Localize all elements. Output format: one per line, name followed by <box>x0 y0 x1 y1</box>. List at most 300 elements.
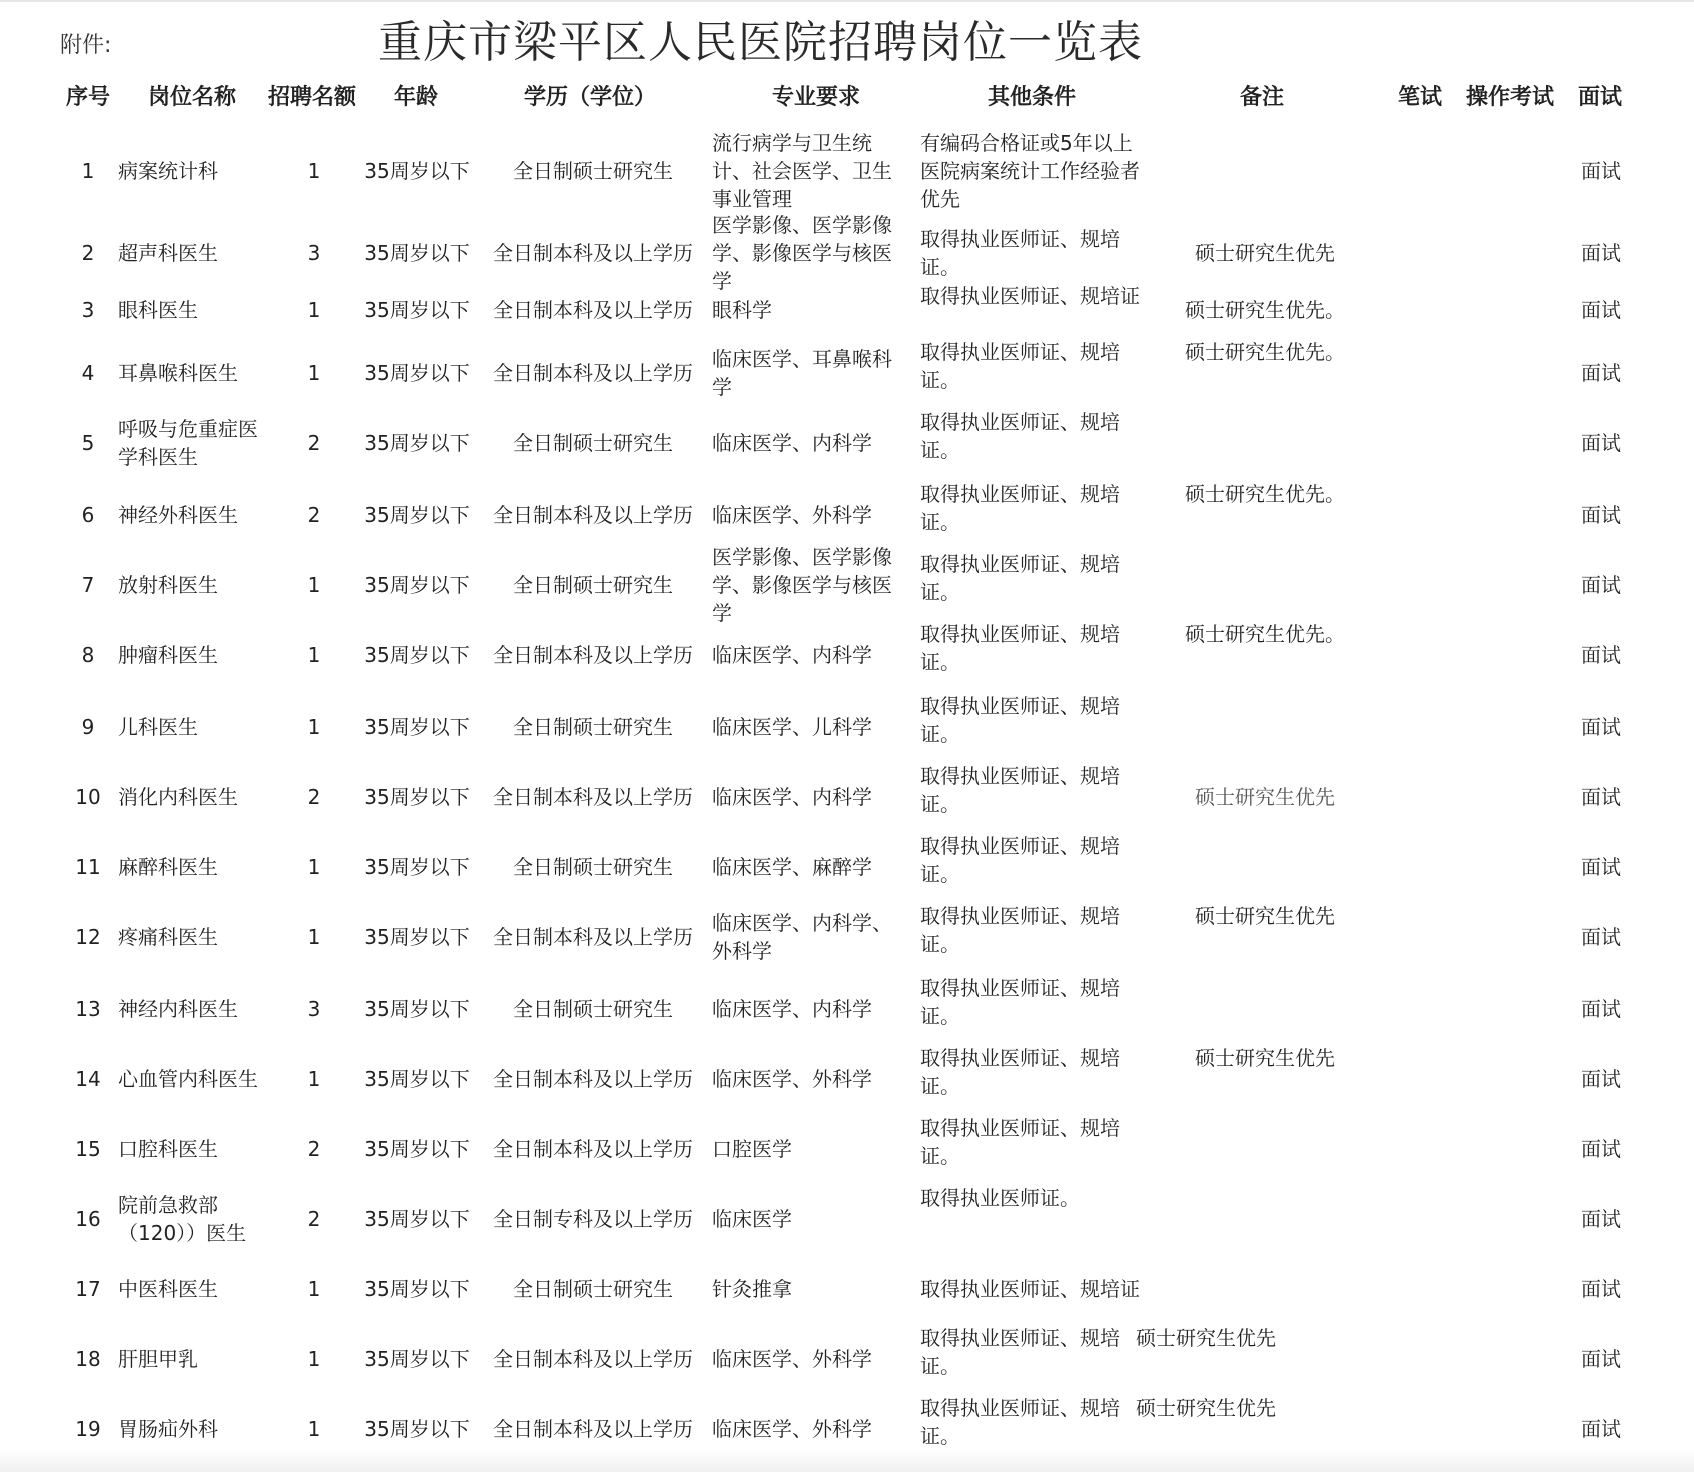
note-text: 硕士研究生优先。 <box>1185 622 1345 646</box>
edu-text: 全日制本科及以上学历 <box>493 241 693 265</box>
cell-interview <box>1572 1254 1630 1324</box>
edu-text: 全日制本科及以上学历 <box>493 1347 693 1371</box>
cell-note <box>1140 1184 1390 1254</box>
edu-text: 全日制本科及以上学历 <box>493 925 693 949</box>
post-text: 中医科医生 <box>118 1277 218 1301</box>
cell-age <box>358 126 476 216</box>
cell-other <box>920 338 1146 408</box>
post-text: 胃肠疝外科 <box>118 1417 218 1441</box>
cell-post <box>118 620 268 690</box>
table-row <box>0 762 1694 832</box>
cell-age <box>358 620 476 690</box>
cell-other <box>920 902 1146 972</box>
post-text: 口腔科医生 <box>118 1137 218 1161</box>
seq-text: 1 <box>81 159 95 183</box>
cell-seq <box>66 1324 110 1394</box>
cell-post <box>118 1114 268 1184</box>
table-row <box>0 692 1694 762</box>
cell-interview <box>1572 1184 1630 1254</box>
cell-major <box>712 126 908 216</box>
cell-note <box>1140 620 1390 690</box>
age-text: 35周岁以下 <box>364 925 470 949</box>
age-text: 35周岁以下 <box>364 361 470 385</box>
other-text: 取得执业医师证、规培证。 <box>920 482 1120 534</box>
cell-age <box>358 1114 476 1184</box>
cell-note <box>1140 762 1390 832</box>
cell-age <box>358 832 476 902</box>
quota-text: 1 <box>307 1347 321 1371</box>
quota-text: 1 <box>307 159 321 183</box>
cell-seq <box>66 974 110 1044</box>
table-row <box>0 1254 1694 1324</box>
edu-text: 全日制硕士研究生 <box>513 573 673 597</box>
cell-interview <box>1572 832 1630 902</box>
other-text: 取得执业医师证、规培证。 <box>920 1116 1120 1168</box>
post-text: 超声科医生 <box>118 241 218 265</box>
cell-major <box>712 545 908 625</box>
cell-interview <box>1572 338 1630 408</box>
major-text: 医学影像、医学影像学、影像医学与核医学 <box>712 213 892 293</box>
cell-quota <box>286 692 342 762</box>
note-text: 硕士研究生优先。 <box>1185 482 1345 506</box>
table-row <box>0 974 1694 1044</box>
cell-note <box>1140 408 1390 478</box>
cell-major <box>712 282 908 338</box>
cell-age <box>358 1324 476 1394</box>
cell-note <box>1140 282 1390 338</box>
header-quota: 招聘名额 <box>268 85 357 110</box>
other-text: 取得执业医师证、规培证。 <box>920 552 1120 604</box>
cell-other <box>920 480 1146 550</box>
major-text: 临床医学、外科学 <box>712 1417 872 1441</box>
quota-text: 1 <box>307 361 321 385</box>
cell-other <box>920 408 1146 478</box>
interview-text: 面试 <box>1581 298 1621 322</box>
cell-other <box>920 225 1146 281</box>
major-text: 临床医学、外科学 <box>712 1347 872 1371</box>
cell-post <box>118 1044 268 1114</box>
note-text: 硕士研究生优先 <box>1136 1326 1276 1350</box>
age-text: 35周岁以下 <box>364 1067 470 1091</box>
other-text: 取得执业医师证、规培证。 <box>920 1046 1120 1098</box>
post-text: 儿科医生 <box>118 715 198 739</box>
cell-age <box>358 1044 476 1114</box>
post-text: 院前急救部（120））医生 <box>118 1193 247 1245</box>
other-text: 取得执业医师证、规培证。 <box>920 227 1120 279</box>
cell-quota <box>286 1044 342 1114</box>
cell-major <box>712 620 908 690</box>
cell-interview <box>1572 762 1630 832</box>
cell-seq <box>66 126 110 216</box>
age-text: 35周岁以下 <box>364 241 470 265</box>
note-text: 硕士研究生优先 <box>1195 241 1335 265</box>
quota-text: 1 <box>307 643 321 667</box>
cell-age <box>358 1254 476 1324</box>
major-text: 临床医学、内科学 <box>712 785 872 809</box>
cell-note <box>1140 974 1390 1044</box>
cell-edu <box>488 1184 698 1254</box>
cell-age <box>358 974 476 1044</box>
header-other: 其他条件 <box>988 85 1077 110</box>
cell-edu <box>488 1114 698 1184</box>
interview-text: 面试 <box>1581 1137 1621 1161</box>
cell-post <box>118 282 268 338</box>
cell-edu <box>488 225 698 281</box>
major-text: 临床医学、内科学 <box>712 643 872 667</box>
header-practical: 操作考试 <box>1466 85 1555 110</box>
cell-edu <box>488 762 698 832</box>
cell-seq <box>66 225 110 281</box>
note-text: 硕士研究生优先 <box>1136 1396 1276 1420</box>
seq-text: 19 <box>75 1417 101 1441</box>
cell-post <box>118 832 268 902</box>
quota-text: 1 <box>307 298 321 322</box>
cell-seq <box>66 282 110 338</box>
major-text: 医学影像、医学影像学、影像医学与核医学 <box>712 545 892 625</box>
cell-quota <box>286 1114 342 1184</box>
header-post: 岗位名称 <box>148 85 237 110</box>
post-text: 神经内科医生 <box>118 997 238 1021</box>
cell-edu <box>488 832 698 902</box>
interview-text: 面试 <box>1581 997 1621 1021</box>
cell-interview <box>1572 480 1630 550</box>
cell-seq <box>66 762 110 832</box>
age-text: 35周岁以下 <box>364 715 470 739</box>
post-text: 肝胆甲乳 <box>118 1347 198 1371</box>
cell-other <box>920 1184 1146 1254</box>
cell-interview <box>1572 902 1630 972</box>
cell-seq <box>66 408 110 478</box>
major-text: 流行病学与卫生统计、社会医学、卫生事业管理 <box>712 131 892 211</box>
cell-edu <box>488 692 698 762</box>
cell-major <box>712 1324 908 1394</box>
cell-other <box>920 1044 1146 1114</box>
post-text: 眼科医生 <box>118 298 198 322</box>
table-row <box>0 545 1694 625</box>
age-text: 35周岁以下 <box>364 855 470 879</box>
seq-text: 14 <box>75 1067 101 1091</box>
table-row <box>0 1184 1694 1254</box>
bottom-shadow <box>0 1450 1694 1472</box>
quota-text: 2 <box>307 1137 321 1161</box>
edu-text: 全日制专科及以上学历 <box>493 1207 693 1231</box>
other-text: 取得执业医师证。 <box>920 1186 1080 1210</box>
cell-edu <box>488 1324 698 1394</box>
table-row <box>0 832 1694 902</box>
age-text: 35周岁以下 <box>364 503 470 527</box>
interview-text: 面试 <box>1581 241 1621 265</box>
cell-quota <box>286 1324 342 1394</box>
post-text: 肿瘤科医生 <box>118 643 218 667</box>
header-interview: 面试 <box>1578 85 1623 110</box>
interview-text: 面试 <box>1581 159 1621 183</box>
other-text: 取得执业医师证、规培证 <box>920 1277 1140 1301</box>
cell-note <box>1140 1044 1390 1114</box>
cell-note <box>1140 1114 1390 1184</box>
note-text: 硕士研究生优先 <box>1195 785 1335 809</box>
table-row <box>0 213 1694 293</box>
cell-note <box>1140 225 1390 281</box>
table-row <box>0 620 1694 690</box>
cell-post <box>118 550 268 620</box>
interview-text: 面试 <box>1581 855 1621 879</box>
interview-text: 面试 <box>1581 573 1621 597</box>
major-text: 临床医学、内科学 <box>712 431 872 455</box>
post-text: 疼痛科医生 <box>118 925 218 949</box>
edu-text: 全日制硕士研究生 <box>513 715 673 739</box>
top-divider <box>0 0 1694 2</box>
post-text: 呼吸与危重症医学科医生 <box>118 417 258 469</box>
table-row <box>0 408 1694 478</box>
cell-post <box>118 974 268 1044</box>
other-text: 取得执业医师证、规培证。 <box>920 410 1120 462</box>
cell-quota <box>286 225 342 281</box>
cell-quota <box>286 1184 342 1254</box>
cell-post <box>118 225 268 281</box>
cell-interview <box>1572 1044 1630 1114</box>
cell-major <box>712 1254 908 1324</box>
other-text: 取得执业医师证、规培证。 <box>920 1326 1120 1378</box>
other-text: 取得执业医师证、规培证。 <box>920 904 1120 956</box>
cell-major <box>712 692 908 762</box>
cell-note <box>1140 902 1390 972</box>
interview-text: 面试 <box>1581 1207 1621 1231</box>
cell-major <box>712 408 908 478</box>
post-text: 病案统计科 <box>118 159 218 183</box>
cell-edu <box>488 620 698 690</box>
cell-interview <box>1572 692 1630 762</box>
cell-age <box>358 1184 476 1254</box>
table-row <box>0 1114 1694 1184</box>
edu-text: 全日制硕士研究生 <box>513 1277 673 1301</box>
table-row <box>0 126 1694 216</box>
cell-other <box>920 1324 1146 1394</box>
post-text: 神经外科医生 <box>118 503 238 527</box>
cell-quota <box>286 974 342 1044</box>
cell-age <box>358 225 476 281</box>
quota-text: 1 <box>307 1417 321 1441</box>
cell-edu <box>488 1254 698 1324</box>
cell-seq <box>66 902 110 972</box>
header-age: 年龄 <box>394 85 439 110</box>
seq-text: 4 <box>81 361 95 385</box>
quota-text: 1 <box>307 1277 321 1301</box>
cell-note <box>1140 550 1390 620</box>
seq-text: 11 <box>75 855 101 879</box>
cell-edu <box>488 408 698 478</box>
post-text: 消化内科医生 <box>118 785 238 809</box>
cell-seq <box>66 1114 110 1184</box>
cell-age <box>358 762 476 832</box>
edu-text: 全日制本科及以上学历 <box>493 1417 693 1441</box>
interview-text: 面试 <box>1581 643 1621 667</box>
edu-text: 全日制本科及以上学历 <box>493 1067 693 1091</box>
cell-quota <box>286 282 342 338</box>
cell-other <box>920 762 1146 832</box>
seq-text: 13 <box>75 997 101 1021</box>
interview-text: 面试 <box>1581 1277 1621 1301</box>
cell-major <box>712 1044 908 1114</box>
quota-text: 2 <box>307 503 321 527</box>
note-text: 硕士研究生优先 <box>1195 1046 1335 1070</box>
other-text: 取得执业医师证、规培证。 <box>920 694 1120 746</box>
major-text: 眼科学 <box>712 298 772 322</box>
header-written: 笔试 <box>1398 85 1443 110</box>
cell-note <box>1140 1254 1390 1324</box>
other-text: 取得执业医师证、规培证。 <box>920 1396 1120 1448</box>
cell-age <box>358 408 476 478</box>
note-text: 硕士研究生优先。 <box>1185 340 1345 364</box>
cell-seq <box>66 620 110 690</box>
cell-quota <box>286 480 342 550</box>
quota-text: 1 <box>307 1067 321 1091</box>
table-row <box>0 902 1694 972</box>
cell-post <box>118 338 268 408</box>
page-title: 重庆市梁平区人民医院招聘岗位一览表 <box>378 17 1143 68</box>
cell-age <box>358 902 476 972</box>
cell-other <box>920 126 1146 216</box>
other-text: 取得执业医师证、规培证。 <box>920 976 1120 1028</box>
header-note: 备注 <box>1240 85 1285 110</box>
seq-text: 3 <box>81 298 95 322</box>
age-text: 35周岁以下 <box>364 573 470 597</box>
cell-edu <box>488 550 698 620</box>
cell-edu <box>488 480 698 550</box>
other-text: 取得执业医师证、规培证。 <box>920 340 1120 392</box>
quota-text: 2 <box>307 431 321 455</box>
cell-quota <box>286 338 342 408</box>
cell-major <box>712 974 908 1044</box>
edu-text: 全日制硕士研究生 <box>513 159 673 183</box>
other-text: 取得执业医师证、规培证。 <box>920 834 1120 886</box>
seq-text: 10 <box>75 785 101 809</box>
cell-post <box>118 902 268 972</box>
cell-interview <box>1572 1324 1630 1394</box>
header-major: 专业要求 <box>772 85 861 110</box>
cell-post <box>118 1184 268 1254</box>
edu-text: 全日制本科及以上学历 <box>493 643 693 667</box>
cell-seq <box>66 692 110 762</box>
cell-note <box>1140 832 1390 902</box>
seq-text: 6 <box>81 503 95 527</box>
cell-post <box>118 692 268 762</box>
quota-text: 3 <box>307 997 321 1021</box>
cell-quota <box>286 832 342 902</box>
seq-text: 2 <box>81 241 95 265</box>
note-text: 硕士研究生优先。 <box>1185 298 1345 322</box>
major-text: 临床医学、外科学 <box>712 503 872 527</box>
table-row <box>0 282 1694 338</box>
cell-note <box>1140 692 1390 762</box>
cell-other <box>920 620 1146 690</box>
quota-text: 1 <box>307 925 321 949</box>
cell-major <box>712 762 908 832</box>
quota-text: 2 <box>307 1207 321 1231</box>
seq-text: 9 <box>81 715 95 739</box>
seq-text: 7 <box>81 573 95 597</box>
note-text: 硕士研究生优先 <box>1195 904 1335 928</box>
cell-major <box>712 832 908 902</box>
cell-other <box>920 1114 1146 1184</box>
header-seq: 序号 <box>66 85 111 110</box>
seq-text: 18 <box>75 1347 101 1371</box>
edu-text: 全日制本科及以上学历 <box>493 361 693 385</box>
edu-text: 全日制本科及以上学历 <box>493 785 693 809</box>
seq-text: 8 <box>81 643 95 667</box>
interview-text: 面试 <box>1581 361 1621 385</box>
cell-quota <box>286 762 342 832</box>
age-text: 35周岁以下 <box>364 785 470 809</box>
cell-other <box>920 974 1146 1044</box>
major-text: 口腔医学 <box>712 1137 792 1161</box>
cell-post <box>118 126 268 216</box>
cell-major <box>712 1114 908 1184</box>
cell-post <box>118 1254 268 1324</box>
cell-other <box>920 832 1146 902</box>
cell-edu <box>488 282 698 338</box>
other-text: 取得执业医师证、规培证。 <box>920 622 1120 674</box>
cell-post <box>118 762 268 832</box>
attachment-label: 附件: <box>60 33 112 58</box>
cell-seq <box>66 1184 110 1254</box>
table-row <box>0 1324 1694 1394</box>
major-text: 临床医学、内科学、外科学 <box>712 911 892 963</box>
cell-age <box>358 282 476 338</box>
table-row <box>0 1044 1694 1114</box>
interview-text: 面试 <box>1581 1067 1621 1091</box>
quota-text: 1 <box>307 715 321 739</box>
cell-major <box>712 480 908 550</box>
major-text: 临床医学、耳鼻喉科学 <box>712 347 892 399</box>
edu-text: 全日制本科及以上学历 <box>493 503 693 527</box>
cell-note <box>1140 338 1390 408</box>
age-text: 35周岁以下 <box>364 298 470 322</box>
table-row <box>0 338 1694 408</box>
cell-interview <box>1572 225 1630 281</box>
quota-text: 2 <box>307 785 321 809</box>
cell-edu <box>488 902 698 972</box>
cell-interview <box>1572 620 1630 690</box>
age-text: 35周岁以下 <box>364 1207 470 1231</box>
cell-seq <box>66 1254 110 1324</box>
cell-quota <box>286 1254 342 1324</box>
cell-other <box>920 550 1146 620</box>
seq-text: 16 <box>75 1207 101 1231</box>
quota-text: 1 <box>307 573 321 597</box>
cell-other <box>920 1254 1146 1324</box>
cell-other <box>920 282 1146 338</box>
cell-seq <box>66 550 110 620</box>
cell-seq <box>66 1044 110 1114</box>
age-text: 35周岁以下 <box>364 1347 470 1371</box>
seq-text: 15 <box>75 1137 101 1161</box>
cell-interview <box>1572 282 1630 338</box>
post-text: 耳鼻喉科医生 <box>118 361 238 385</box>
cell-major <box>712 1184 908 1254</box>
cell-major <box>712 213 908 293</box>
cell-interview <box>1572 408 1630 478</box>
cell-major <box>712 338 908 408</box>
cell-interview <box>1572 974 1630 1044</box>
interview-text: 面试 <box>1581 715 1621 739</box>
cell-edu <box>488 338 698 408</box>
post-text: 麻醉科医生 <box>118 855 218 879</box>
cell-age <box>358 480 476 550</box>
major-text: 临床医学、内科学 <box>712 997 872 1021</box>
age-text: 35周岁以下 <box>364 997 470 1021</box>
cell-major <box>712 902 908 972</box>
interview-text: 面试 <box>1581 503 1621 527</box>
